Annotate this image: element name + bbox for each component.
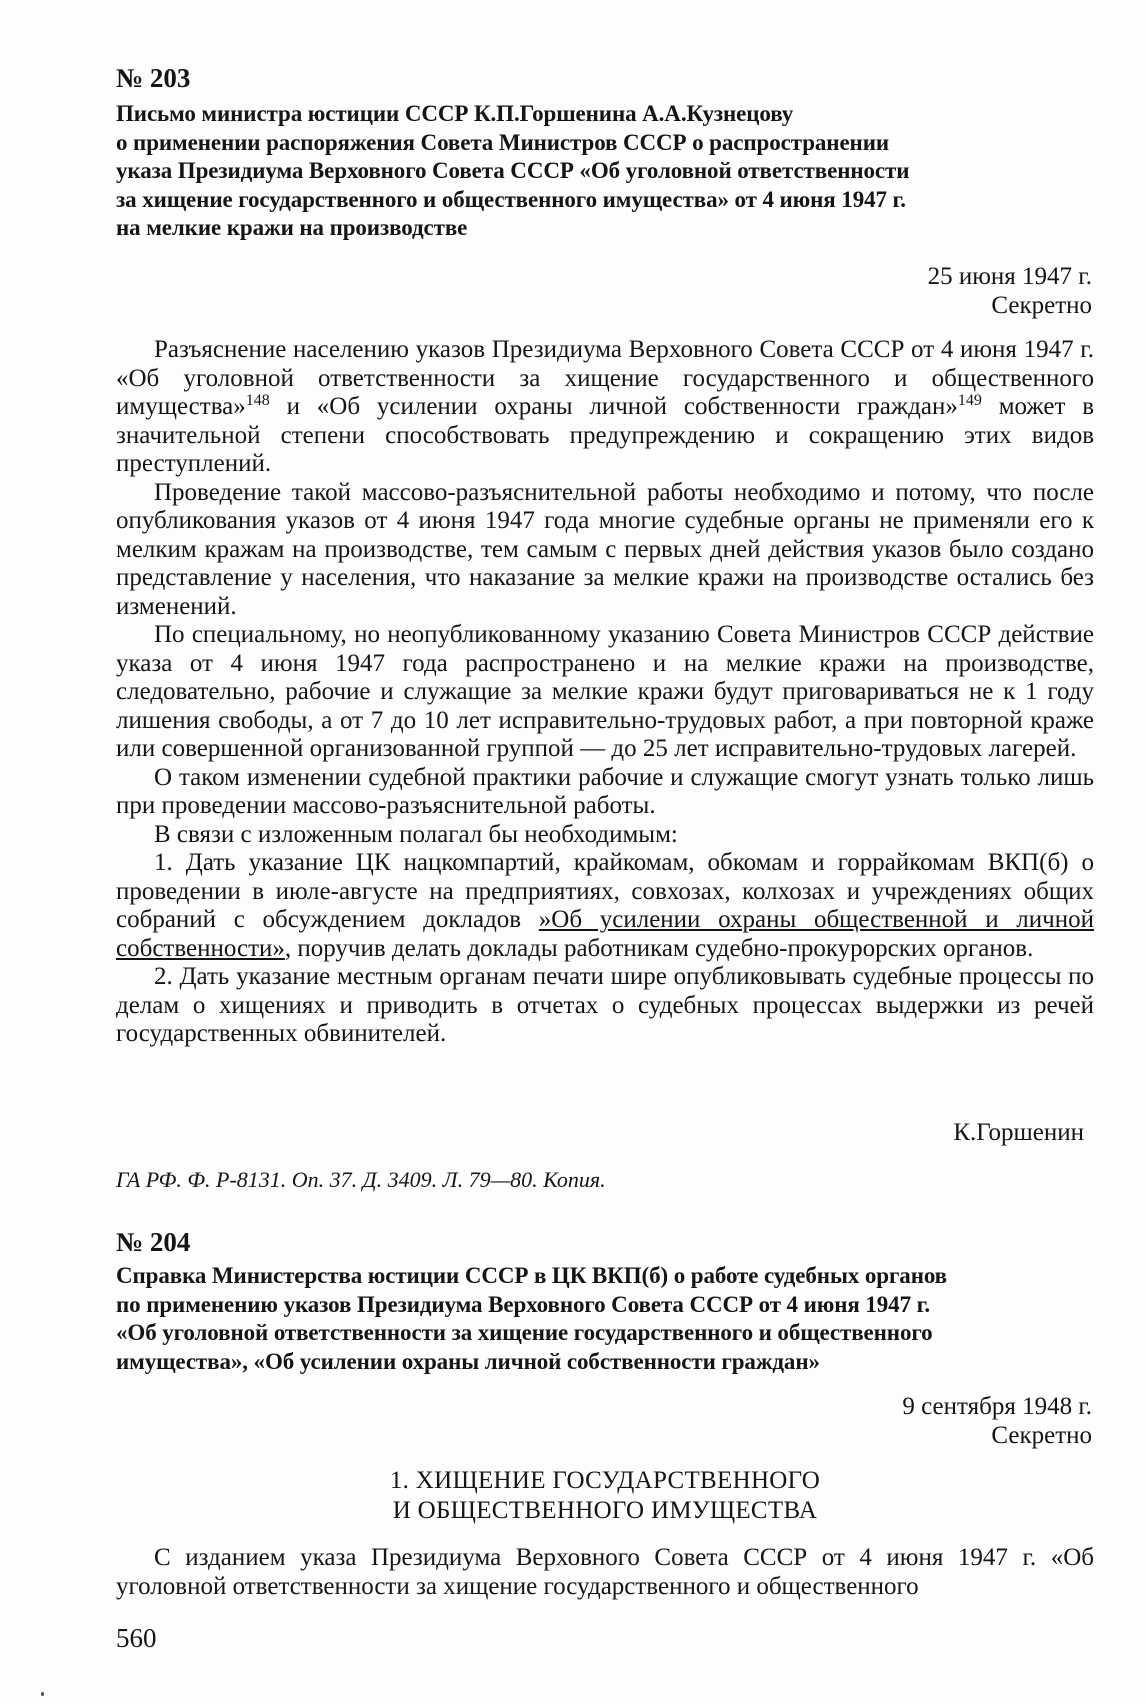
doc-204-classification: Секретно bbox=[991, 1422, 1092, 1449]
doc-203-classification: Секретно bbox=[991, 292, 1092, 319]
doc-204-number: № 204 bbox=[116, 1227, 191, 1257]
doc-203-paragraph: По специальному, но неопубликованному указанию Совета Министров СССР действие указа от 4 июня 1947 года распространено и на мелкие кражи на производстве, следовательно, рабочие и служащие за мелкие кражи будут приговариваться не к 1 году лишения свободы, а от 7 до 10 лет исправительно-трудовых работ, а при повторной краже или совершенной организованной группой — до 25 лет исправительно-трудовых лагерей. bbox=[116, 621, 1094, 762]
doc-203-number: № 203 bbox=[116, 63, 191, 93]
footnote-ref-149: 149 bbox=[957, 392, 982, 409]
footnote-ref-148: 148 bbox=[245, 392, 270, 409]
doc-204-paragraph: С изданием указа Президиума Верховного Совета СССР от 4 июня 1947 г. «Об уголовной ответственности за хищение государственного и общественного bbox=[116, 1544, 1094, 1600]
paragraph-text: 1. Дать указание ЦК нацкомпартий, крайкомам, обкомам и горрайкомам ВКП(б) о проведении в июле-августе на предприятиях, совхозах, колхозах и учреждениях общих собраний с обсуждением докладов bbox=[116, 849, 1094, 933]
doc-203-paragraph: Проведение такой массово-разъяснительной работы необходимо и потому, что после опубликования указов от 4 июня 1947 года многие судебные органы не применяли его к мелким кражам на производстве, тем самым с первых дней действия указов было создано представление у населения, что наказание за мелкие кражи на производстве остались без изменений. bbox=[116, 478, 1094, 620]
underlined-report-title: »Об усилении охраны общественной и личной собственности» bbox=[116, 906, 1094, 962]
page-number: 560 bbox=[116, 1623, 157, 1653]
doc-203-paragraph bbox=[116, 336, 1094, 479]
doc-203-title-line: о применении распоряжения Совета Министров СССР о распространении bbox=[116, 129, 890, 155]
doc-204-dateline bbox=[902, 1392, 1092, 1450]
doc-203-archive-reference: ГА РФ. Ф. Р-8131. Оп. 37. Д. 3409. Л. 79—80. Копия. bbox=[116, 1167, 606, 1192]
doc-203-paragraph: 2. Дать указание местным органам печати шире опубликовывать судебные процессы по делам о хищениях и приводить в отчетах о судебных процессах выдержки из речей государственных обвинителей. bbox=[116, 963, 1094, 1047]
doc-203-signature: К.Горшенин bbox=[953, 1119, 1084, 1146]
doc-203-paragraph bbox=[116, 849, 1094, 963]
doc-204-date: 9 сентября 1948 г. bbox=[902, 1393, 1092, 1420]
scan-speck bbox=[41, 1692, 44, 1696]
doc-203-title-line: за хищение государственного и общественного имущества» от 4 июня 1947 г. bbox=[116, 186, 906, 212]
doc-204-title bbox=[116, 1262, 947, 1376]
doc-204-title-line: Справка Министерства юстиции СССР в ЦК ВКП(б) о работе судебных органов bbox=[116, 1263, 947, 1288]
paragraph-text: может в значительной степени способствовать предупреждению и сокращению этих видов преступлений. bbox=[116, 393, 1094, 477]
doc-204-section-heading bbox=[116, 1466, 1094, 1526]
section-heading-line: 1. ХИЩЕНИЕ ГОСУДАРСТВЕННОГО bbox=[389, 1467, 821, 1494]
doc-203-paragraph: В связи с изложенным полагал бы необходимым: bbox=[154, 820, 678, 848]
section-heading-line: И ОБЩЕСТВЕННОГО ИМУЩЕСТВА bbox=[392, 1497, 818, 1524]
doc-203-paragraph: О таком изменении судебной практики рабочие и служащие смогут узнать только лишь при проведении массово-разъяснительной работы. bbox=[116, 763, 1094, 819]
doc-204-title-line: имущества», «Об усилении охраны личной собственности граждан» bbox=[116, 1348, 820, 1374]
doc-203-body bbox=[116, 336, 1094, 1049]
paragraph-text: и «Об усилении охраны личной собственности граждан» bbox=[269, 393, 958, 420]
paragraph-text: , поручив делать доклады работникам судебно-прокурорских органов. bbox=[284, 934, 1034, 962]
doc-203-title-line: на мелкие кражи на производстве bbox=[116, 215, 468, 240]
doc-203-dateline bbox=[928, 262, 1092, 320]
doc-203-title-line: Письмо министра юстиции СССР К.П.Горшенина А.А.Кузнецову bbox=[116, 101, 794, 126]
doc-203-date: 25 июня 1947 г. bbox=[927, 263, 1092, 290]
doc-204-title-line: по применению указов Президиума Верховного Совета СССР от 4 июня 1947 г. bbox=[116, 1291, 931, 1317]
paragraph-text: Разъяснение населению указов Президиума Верховного Совета СССР от 4 июня 1947 г. «Об уголовной ответственности за хищение государственного и общественного имущества» bbox=[116, 336, 1094, 420]
doc-204-title-line: «Об уголовной ответственности за хищение государственного и общественного bbox=[116, 1320, 933, 1345]
doc-204-body bbox=[116, 1544, 1094, 1601]
doc-203-title-line: указа Президиума Верховного Совета СССР «Об уголовной ответственности bbox=[116, 158, 910, 183]
doc-203-title bbox=[116, 100, 909, 243]
